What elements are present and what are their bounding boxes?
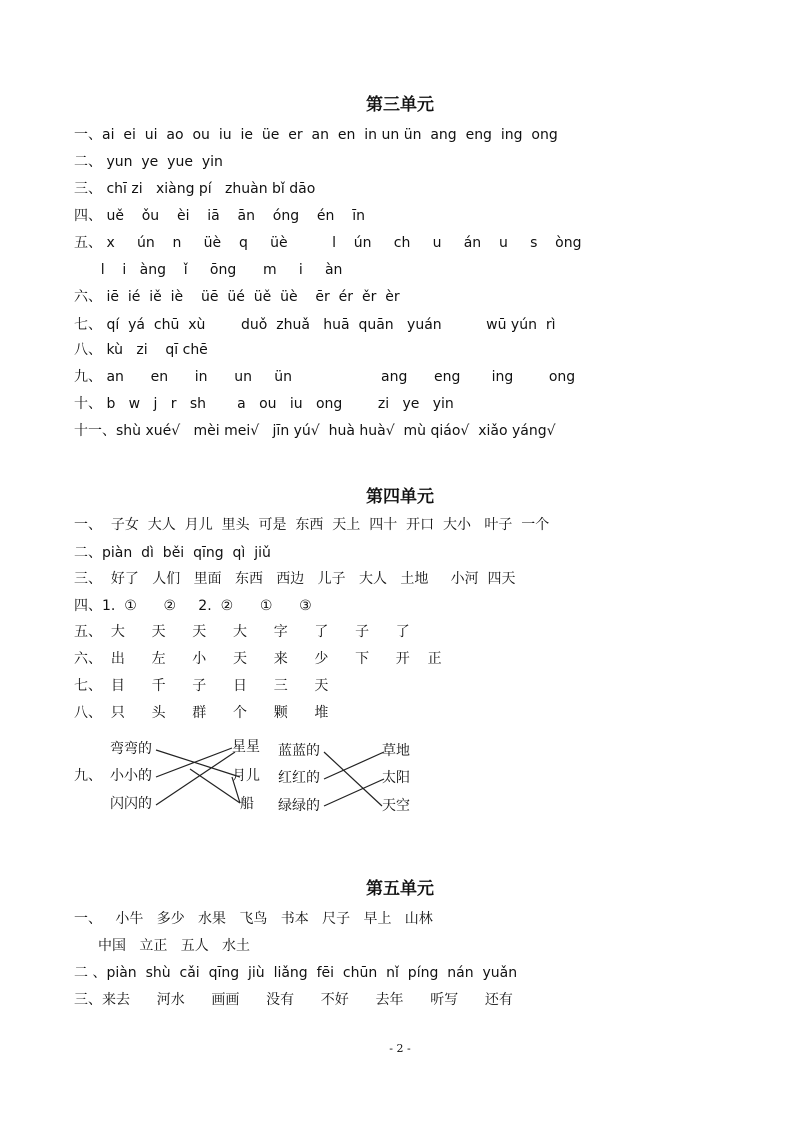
- answer-line: 八、 只 头 群 个 颗 堆: [74, 705, 329, 721]
- answer-line: 一、 小牛 多少 水果 飞鸟 书本 尺子 早上 山林: [74, 911, 433, 927]
- question-label: 九、: [74, 768, 102, 784]
- match-left-item: 小小的: [110, 768, 152, 784]
- answer-line: 中国 立正 五人 水土: [98, 938, 251, 954]
- answer-line: 七、 目 千 子 日 三 天: [74, 678, 329, 694]
- answer-line: 九、 an en in un ün ang eng ing ong: [74, 369, 576, 385]
- match-line: [156, 748, 232, 777]
- answer-line: 五、 大 天 天 大 字 了 子 了: [74, 624, 410, 640]
- answer-line: 二 、piàn shù cǎi qīng jiù liǎng fēi chūn nǐ píng nán yuǎn: [74, 965, 518, 981]
- match-line: [156, 750, 240, 777]
- answer-line: l i àng ǐ ōng m i àn: [74, 262, 343, 278]
- answer-line: 四、1. ① ② 2. ② ① ③: [74, 598, 312, 614]
- match-left-item: 蓝蓝的: [278, 743, 320, 759]
- answer-line: 六、 iē ié iě iè üē üé üě üè ēr ér ěr èr: [74, 289, 400, 305]
- answer-line: 三、 chī zi xiàng pí zhuàn bǐ dāo: [74, 181, 316, 197]
- unit-title: 第四单元: [366, 487, 434, 507]
- answer-line: 八、 kù zi qī chē: [74, 342, 208, 358]
- answer-line: 三、 好了 人们 里面 东西 西边 儿子 大人 土地 小河 四天: [74, 571, 516, 587]
- match-right-item: 太阳: [382, 770, 410, 786]
- match-right-item: 月儿: [232, 768, 260, 784]
- page-number: - 2 -: [389, 1042, 411, 1055]
- answer-line: 三、来去 河水 画画 没有 不好 去年 听写 还有: [74, 992, 513, 1008]
- unit-title: 第三单元: [366, 95, 434, 115]
- match-right-item: 草地: [382, 743, 410, 759]
- match-line: [324, 779, 384, 806]
- match-line: [324, 752, 382, 806]
- answer-line: 一、ai ei ui ao ou iu ie üe er an en in un ün ang eng ing ong: [74, 127, 558, 143]
- match-right-item: 船: [240, 796, 254, 812]
- answer-line: 七、 qí yá chū xù duǒ zhuǎ huā quān yuán wū yún rì: [74, 317, 556, 333]
- match-left-item: 红红的: [278, 770, 320, 786]
- match-left-item: 绿绿的: [278, 798, 320, 814]
- unit-title: 第五单元: [366, 879, 434, 899]
- answer-line: 十一、shù xué√ mèi mei√ jīn yú√ huà huà√ mù qiáo√ xiǎo yáng√: [74, 423, 556, 439]
- match-line: [156, 752, 235, 805]
- match-line: [324, 752, 384, 779]
- match-left-item: 弯弯的: [110, 741, 152, 757]
- answer-line: 六、 出 左 小 天 来 少 下 开 正: [74, 651, 442, 667]
- match-right-item: 星星: [232, 739, 260, 755]
- answer-line: 五、 x ún n üè q üè l ún ch u án u s òng: [74, 235, 582, 251]
- answer-line: 十、 b w j r sh a ou iu ong zi ye yin: [74, 396, 454, 412]
- match-left-item: 闪闪的: [110, 796, 152, 812]
- match-right-item: 天空: [382, 798, 410, 814]
- answer-line: 四、 uě ǒu èi iā ān óng én īn: [74, 208, 365, 224]
- answer-line: 二、piàn dì běi qīng qì jiǔ: [74, 545, 271, 561]
- answer-line: 一、 子女 大人 月儿 里头 可是 东西 天上 四十 开口 大小 叶子 一个: [74, 517, 550, 533]
- answer-line: 二、 yun ye yue yin: [74, 154, 223, 170]
